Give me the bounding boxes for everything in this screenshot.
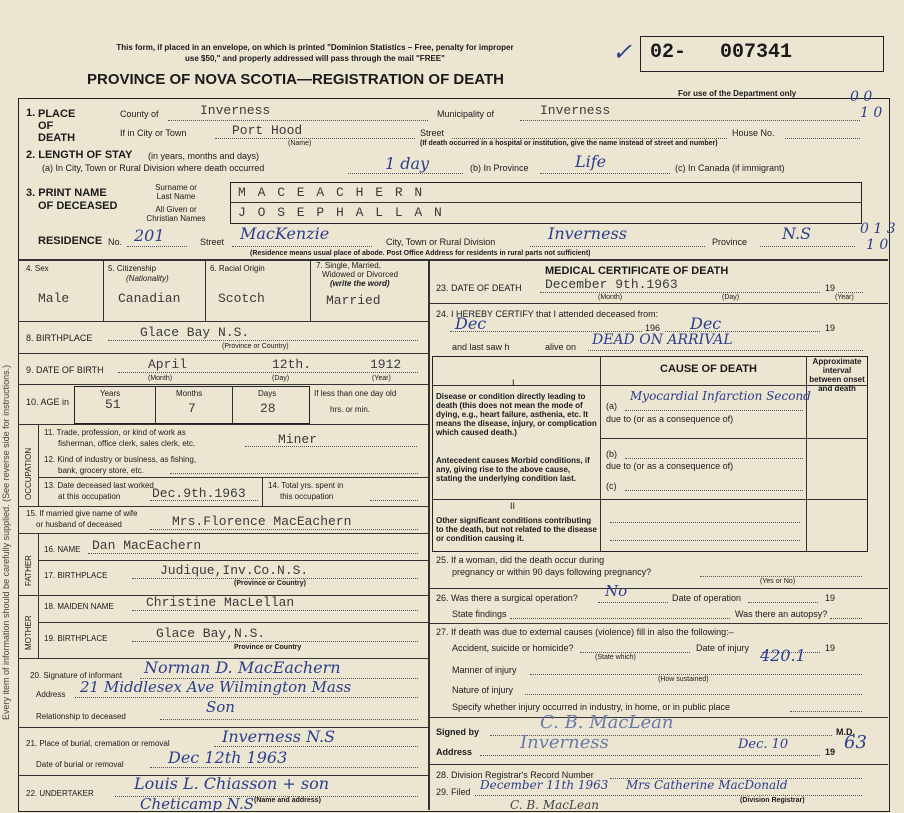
dept-mark-2: 1 0: [860, 105, 883, 121]
mother-maiden-value: Christine MacLellan: [146, 595, 295, 610]
marital-label-3: (write the word): [330, 279, 390, 288]
months-value: 7: [188, 401, 196, 416]
mother-birthplace-label: 19. BIRTHPLACE: [44, 634, 108, 643]
form-title: PROVINCE OF NOVA SCOTIA—REGISTRATION OF DEATH: [87, 71, 504, 88]
county-label: County of: [120, 109, 159, 119]
residence-city-label: City, Town or Rural Division: [386, 237, 496, 247]
q25-label-2: pregnancy or within 90 days following pregnancy?: [452, 567, 652, 577]
signature-date: Dec. 10: [738, 737, 789, 752]
q23-year-caption: (Year): [835, 294, 854, 301]
years-label: Years: [100, 389, 121, 398]
marital-label-1: 7. Single, Married,: [316, 261, 381, 270]
sex-value: Male: [38, 291, 70, 306]
injury-year: 19: [825, 643, 836, 653]
operation-date-label: Date of operation: [672, 593, 742, 603]
dept-mark-1: 0 0: [850, 89, 873, 105]
q14-label-2: this occupation: [280, 492, 334, 501]
citizenship-label: 5. Citizenship: [108, 264, 157, 273]
marital-value: Married: [326, 293, 381, 308]
months-label: Months: [176, 389, 203, 398]
attended-to: Dec: [690, 314, 722, 333]
age-label: 10. AGE in: [26, 397, 70, 407]
q27-label: 27. If death was due to external causes (violence) fill in also the following:–: [436, 627, 734, 637]
operation-year: 19: [825, 593, 836, 603]
other-conditions-text: Other significant conditions contributing to the death, but not related to the disease or condition causing it.: [436, 516, 597, 543]
antecedent-text: Antecedent causes Morbid conditions, if any, giving rise to the above cause, stating the underlying condition last.: [436, 456, 590, 483]
signed-by-label: Signed by: [436, 727, 480, 737]
cause-a-letter: (a): [606, 401, 617, 411]
registrar-name: Mrs Catherine MacDonald: [626, 778, 788, 792]
interval-label: Approximate interval between onset and death: [809, 357, 865, 393]
accident-label: Accident, suicide or homicide?: [452, 643, 574, 653]
how-sustained-caption: (How sustained): [658, 676, 709, 683]
q12-label-2: bank, grocery store, etc.: [58, 466, 144, 475]
stay-b-value: Life: [575, 152, 607, 171]
q25-label-1: 25. If a woman, did the death occur during: [436, 555, 605, 565]
q26-value: No: [605, 582, 628, 600]
informant-address-label: Address: [36, 690, 66, 699]
residence-no-label: No.: [108, 237, 123, 247]
due-to-2: due to (or as a consequence of): [606, 461, 734, 471]
undertaker-caption: (Name and address): [254, 797, 321, 804]
citizenship-value: Canadian: [118, 291, 181, 306]
stay-a-value: 1 day: [385, 154, 430, 173]
surname-label-1: Surname or: [155, 183, 197, 192]
father-caption: (Province or Country): [234, 580, 306, 587]
alive-label: alive on: [545, 342, 577, 352]
residence-street-label: Street: [200, 237, 225, 247]
house-label: House No.: [732, 128, 775, 138]
mail-notice-line1: This form, if placed in an envelope, on which is printed "Dominion Statistics – Free, penalty for improper: [116, 43, 514, 52]
q26-label: 26. Was there a surgical operation?: [436, 593, 578, 603]
burial-date: Dec 12th 1963: [168, 748, 288, 767]
municipality-value: Inverness: [540, 103, 611, 118]
name-label-1: 3. PRINT NAME: [26, 187, 107, 199]
month-caption: (Month): [148, 375, 173, 382]
dept-mark-3: 0 1 3: [860, 221, 896, 237]
registrar-caption: (Division Registrar): [740, 797, 805, 804]
medical-title: MEDICAL CERTIFICATE OF DEATH: [545, 265, 729, 277]
physician-signature: C. B. MacLean: [540, 712, 674, 733]
name-caption: (Name): [288, 140, 312, 147]
q23-value: December 9th.1963: [545, 277, 678, 292]
dob-label: 9. DATE OF BIRTH: [26, 365, 104, 375]
undertaker-address: Cheticamp N.S: [140, 795, 254, 813]
section-i: I: [512, 378, 515, 388]
icd-code: 420.1: [760, 646, 806, 665]
residence-city: Inverness: [548, 224, 627, 243]
state-findings-label: State findings: [452, 609, 507, 619]
county-value: Inverness: [200, 103, 271, 118]
mail-notice-line2: use $50," and properly addressed will pass through the mail "FREE": [185, 54, 445, 63]
residence-province: N.S: [782, 224, 812, 243]
registration-number: 007341: [720, 41, 793, 64]
father-birthplace-label: 17. BIRTHPLACE: [44, 571, 108, 580]
birthplace-label: 8. BIRTHPLACE: [26, 333, 93, 343]
place-label: PLACE OF DEATH: [38, 108, 76, 144]
institution-note: (If death occurred in a hospital or institution, give the name instead of street and number): [420, 140, 718, 147]
q24-label: 24. I HEREBY CERTIFY that I attended deceased from:: [436, 309, 659, 319]
last-saw-label: and last saw h: [452, 342, 510, 352]
due-to-1: due to (or as a consequence of): [606, 414, 734, 424]
specify-label: Specify whether injury occurred in industry, in home, or in public place: [452, 702, 730, 712]
md-label: M.D.: [836, 727, 855, 737]
cause-title: CAUSE OF DEATH: [660, 363, 757, 375]
section-ii: II: [510, 501, 516, 511]
to-year: 19: [825, 323, 836, 333]
yes-no-caption: (Yes or No): [760, 578, 796, 585]
dob-year: 1912: [370, 357, 402, 372]
undertaker-label: 22. UNDERTAKER: [26, 789, 94, 798]
given-names-value: J O S E P H A L L A N: [238, 205, 444, 220]
filed-date: December 11th 1963: [480, 778, 609, 792]
burial-date-label: Date of burial or removal: [36, 760, 124, 769]
q11-value: Miner: [278, 432, 318, 447]
state-which-caption: (State which): [595, 654, 636, 661]
stay-c-label: (c) In Canada (if immigrant): [675, 163, 785, 173]
birthplace-value: Glace Bay N.S.: [140, 325, 250, 340]
autopsy-label: Was there an autopsy?: [735, 609, 828, 619]
city-label: If in City or Town: [120, 128, 187, 138]
occupation-side-label: OCCUPATION: [24, 447, 33, 500]
informant-label: 20. Signature of informant: [30, 671, 123, 680]
year-caption: (Year): [372, 375, 391, 382]
q23-year: 19: [825, 283, 836, 293]
city-value: Port Hood: [232, 123, 303, 138]
bottom-signature: C. B. MacLean: [510, 798, 599, 812]
mother-birthplace-value: Glace Bay,N.S.: [156, 626, 266, 641]
given-label-1: All Given or: [155, 205, 197, 214]
citizenship-sub: (Nationality): [126, 274, 169, 283]
spouse-label-1: 15. If married give name of wife: [26, 509, 138, 518]
residence-no: 201: [134, 226, 165, 245]
father-name-value: Dan MacEachern: [92, 538, 202, 553]
street-label: Street: [420, 128, 445, 138]
marital-label-2: Widowed or Divorced: [322, 270, 399, 279]
q28-label: 28. Division Registrar's Record Number: [436, 770, 594, 780]
name-label-2: OF DECEASED: [38, 200, 118, 212]
dept-mark-4: 1 0: [866, 237, 889, 253]
racial-value: Scotch: [218, 291, 265, 306]
surname-value: M A C E A C H E R N: [238, 185, 425, 200]
from-year: 196: [645, 323, 661, 333]
department-use-label: For use of the Department only: [678, 89, 797, 98]
physician-address-label: Address: [436, 747, 473, 757]
alive-value: DEAD ON ARRIVAL: [592, 332, 733, 348]
mother-side-label: MOTHER: [24, 615, 33, 650]
father-birthplace-value: Judique,Inv.Co.N.S.: [160, 563, 309, 578]
registration-prefix: 02-: [650, 41, 687, 64]
q23-label: 23. DATE OF DEATH: [436, 283, 522, 293]
sign-year: 63: [844, 732, 867, 753]
q14-label-1: 14. Total yrs. spent in: [268, 481, 344, 490]
days-value: 28: [260, 401, 276, 416]
residence-label: RESIDENCE: [38, 235, 103, 247]
spouse-value: Mrs.Florence MacEachern: [172, 514, 352, 529]
q12-label-1: 12. Kind of industry or business, as fishing,: [44, 455, 197, 464]
spouse-label-2: or husband of deceased: [36, 520, 122, 529]
residence-note: (Residence means usual place of abode. Post Office Address for residents in rural parts not sufficient): [250, 250, 591, 257]
sign-year-prefix: 19: [825, 747, 836, 757]
surname-label-2: Last Name: [156, 192, 196, 201]
cause-a-value: Myocardial Infarction Second: [630, 389, 811, 403]
manner-label: Manner of injury: [452, 665, 517, 675]
informant-signature: Norman D. MacEachern: [144, 658, 341, 677]
hrs-min-label: hrs. or min.: [330, 405, 371, 414]
q29-label: 29. Filed: [436, 787, 471, 797]
q11-label-1: 11. Trade, profession, or kind of work as: [44, 428, 186, 437]
relationship-label: Relationship to deceased: [36, 712, 126, 721]
father-side-label: FATHER: [24, 555, 33, 586]
day-caption: (Day): [272, 375, 290, 382]
dob-day: 12th.: [272, 357, 312, 372]
stay-b-label: (b) In Province: [470, 163, 529, 173]
check-mark-icon: ✓: [612, 38, 633, 66]
sex-label: 4. Sex: [26, 264, 49, 273]
residence-province-label: Province: [712, 237, 748, 247]
burial-label: 21. Place of burial, cremation or removal: [26, 739, 170, 748]
q23-month-caption: (Month): [598, 294, 623, 301]
attended-from: Dec: [455, 314, 487, 333]
dob-month: April: [148, 357, 188, 372]
years-value: 51: [105, 397, 121, 412]
q13-value: Dec.9th.1963: [152, 486, 246, 501]
nature-label: Nature of injury: [452, 685, 514, 695]
stay-sub: (in years, months and days): [148, 151, 260, 161]
injury-date-label: Date of injury: [696, 643, 750, 653]
municipality-label: Municipality of: [437, 109, 495, 119]
less-than-day-label: If less than one day old: [314, 389, 397, 398]
residence-street: MacKenzie: [240, 224, 330, 243]
birthplace-caption: (Province or Country): [222, 343, 289, 350]
cause-c-letter: (c): [606, 481, 617, 491]
physician-address: Inverness: [520, 732, 609, 753]
undertaker-name: Louis L. Chiasson + son: [134, 774, 330, 793]
father-name-label: 16. NAME: [44, 545, 81, 554]
burial-place: Inverness N.S: [222, 727, 336, 746]
stay-label: 2. LENGTH OF STAY: [26, 149, 133, 161]
racial-label: 6. Racial Origin: [210, 264, 265, 273]
given-label-2: Christian Names: [146, 214, 206, 223]
relationship-value: Son: [206, 698, 235, 716]
margin-instructions: Every item of information should be carefully supplied. (See reverse side for instructions.): [1, 364, 11, 720]
stay-a-label: (a) In City, Town or Rural Division where death occurred: [42, 163, 265, 173]
q13-label-2: at this occupation: [58, 492, 121, 501]
disease-text: Disease or condition directly leading to death (this does not mean the mode of dying, e.g., heart failure, asthenia, etc. It means the disease, injury, or complication which caused death.): [436, 392, 597, 437]
mother-maiden-label: 18. MAIDEN NAME: [44, 602, 114, 611]
mother-caption: Province or Country: [234, 644, 302, 651]
days-label: Days: [258, 389, 277, 398]
cause-b-letter: (b): [606, 449, 617, 459]
q11-label-2: fisherman, office clerk, sales clerk, etc.: [58, 439, 196, 448]
q23-day-caption: (Day): [722, 294, 740, 301]
q13-label-1: 13. Date deceased last worked: [44, 481, 154, 490]
place-num: 1.: [26, 107, 36, 119]
informant-address: 21 Middlesex Ave Wilmington Mass: [80, 678, 352, 696]
